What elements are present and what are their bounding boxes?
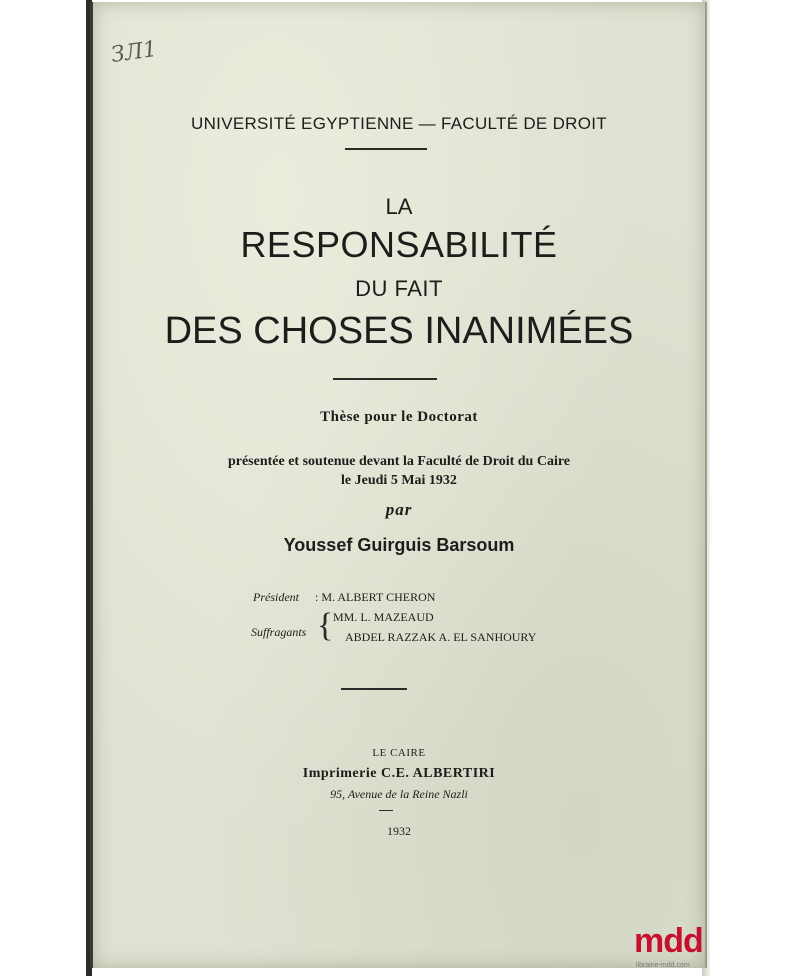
university-line: UNIVERSITÉ EGYPTIENNE — FACULTÉ DE DROIT bbox=[191, 114, 607, 133]
president-label: Président bbox=[253, 590, 299, 604]
divider-small bbox=[379, 810, 393, 811]
title-line-1: LA bbox=[385, 194, 413, 219]
divider-top bbox=[345, 148, 427, 150]
date-line: le Jeudi 5 Mai 1932 bbox=[341, 473, 457, 488]
suffragant-1: MM. L. MAZEAUD bbox=[333, 610, 434, 624]
publication-year: 1932 bbox=[387, 824, 411, 838]
presented-line: présentée et soutenue devant la Faculté de Droit du Caire bbox=[227, 454, 571, 469]
handwritten-note: ЗЛ1 bbox=[109, 36, 159, 69]
brace-icon: { bbox=[317, 607, 334, 644]
book-cover bbox=[90, 2, 707, 968]
title-line-2: RESPONSABILITÉ bbox=[240, 224, 558, 265]
logo-icon: mdd bbox=[634, 922, 703, 960]
thesis-label: Thèse pour le Doctorat bbox=[320, 409, 478, 425]
president-name: : M. ALBERT CHERON bbox=[315, 590, 436, 604]
author-name: Youssef Guirguis Barsoum bbox=[283, 535, 515, 555]
watermark-logo bbox=[634, 922, 714, 972]
city: LE CAIRE bbox=[372, 747, 426, 759]
printer: Imprimerie C.E. ALBERTIRI bbox=[302, 766, 496, 781]
divider-lower bbox=[341, 688, 407, 690]
par-label: par bbox=[385, 500, 413, 519]
divider-middle bbox=[333, 378, 437, 380]
title-line-4: DES CHOSES INANIMÉES bbox=[164, 310, 634, 352]
suffragants-label: Suffragants bbox=[251, 625, 307, 639]
logo-subtext: librairie-mdd.com bbox=[636, 962, 690, 969]
printer-address: 95, Avenue de la Reine Nazli bbox=[330, 787, 468, 801]
suffragant-2: ABDEL RAZZAK A. EL SANHOURY bbox=[345, 630, 537, 644]
title-line-3: DU FAIT bbox=[355, 276, 443, 301]
